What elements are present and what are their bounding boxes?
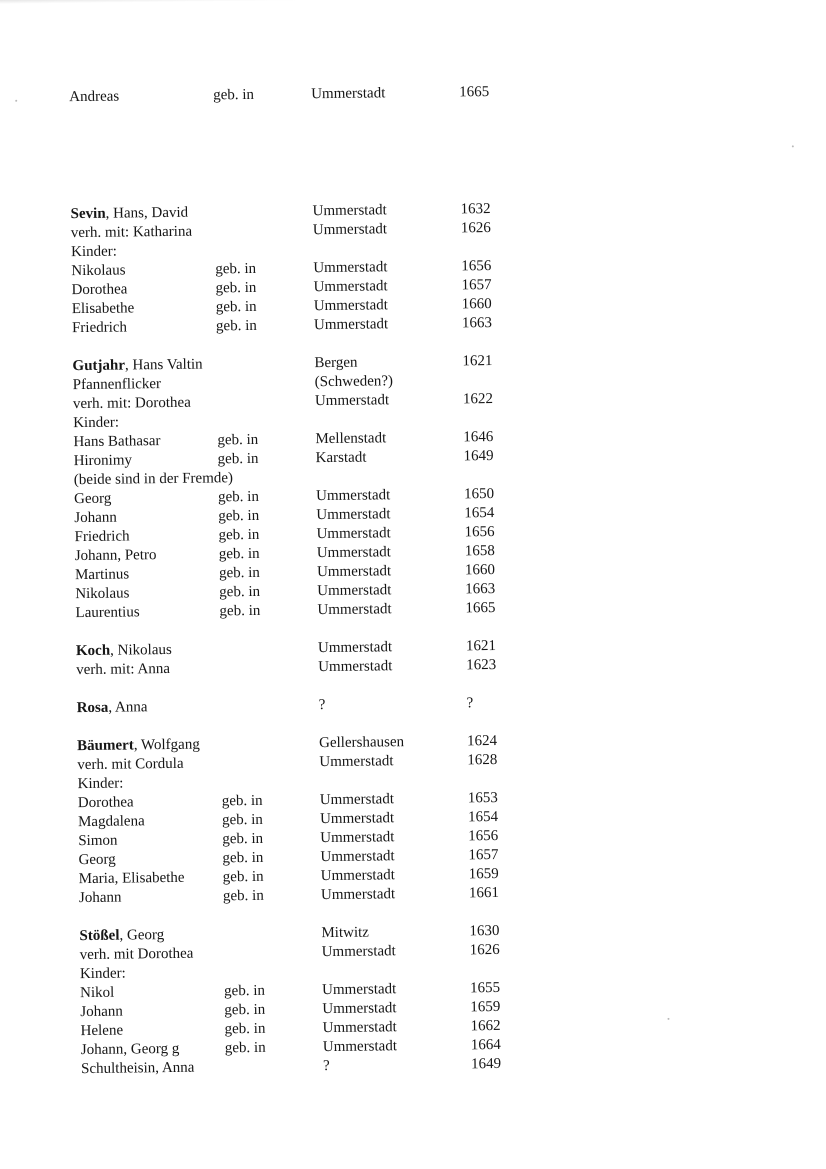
place: Ummerstadt xyxy=(321,943,396,961)
given-names: , Nikolaus xyxy=(110,641,172,659)
birth-label: geb. in xyxy=(213,86,255,104)
surname: Rosa xyxy=(76,699,109,717)
birth-label: geb. in xyxy=(219,602,261,620)
place: Ummerstadt xyxy=(320,867,395,885)
year: 1626 xyxy=(460,220,491,237)
entry-name: Johann, Georg g xyxy=(80,1040,180,1059)
given-names: , Anna xyxy=(108,699,148,716)
birth-label: geb. in xyxy=(221,811,263,829)
year: 1622 xyxy=(462,391,494,408)
register-entry xyxy=(1,78,826,108)
year: 1649 xyxy=(470,1055,502,1073)
place: ? xyxy=(322,1058,330,1075)
entry-name: Kinder: xyxy=(77,775,124,793)
place: Ummerstadt xyxy=(313,259,388,277)
birth-label: geb. in xyxy=(215,317,257,335)
year: 1656 xyxy=(468,827,499,845)
year: 1650 xyxy=(463,486,495,503)
place: Ummerstadt xyxy=(312,221,388,239)
year: 1649 xyxy=(463,448,494,465)
entry-name: Kinder: xyxy=(79,965,126,983)
year: 1656 xyxy=(464,523,495,541)
surname: Bäumert xyxy=(77,737,134,755)
birth-label: geb. in xyxy=(224,1020,266,1038)
year: 1658 xyxy=(464,542,495,560)
entry-name: Schultheisin, Anna xyxy=(80,1059,195,1078)
place: Ummerstadt xyxy=(322,1019,397,1037)
place: Ummerstadt xyxy=(322,1038,398,1056)
entry-name: Maria, Elisabethe xyxy=(78,869,185,888)
place: (Schweden?) xyxy=(314,373,394,391)
place: Ummerstadt xyxy=(317,601,392,619)
birth-label: geb. in xyxy=(215,260,257,278)
entry-name: Hans Bathasar xyxy=(73,433,161,451)
place: Ummerstadt xyxy=(319,791,395,809)
place: Ummerstadt xyxy=(313,278,388,296)
entry-name: Friedrich xyxy=(74,528,130,546)
given-names: , Georg xyxy=(119,927,165,944)
entry-name: Georg xyxy=(74,490,112,508)
place: Mitwitz xyxy=(321,924,370,942)
birth-label: geb. in xyxy=(218,564,260,582)
year: 1630 xyxy=(469,922,500,940)
entry-name: Kinder: xyxy=(70,243,118,261)
place: Ummerstadt xyxy=(317,639,393,657)
place: Ummerstadt xyxy=(316,563,392,581)
birth-label: geb. in xyxy=(222,868,264,886)
place: Ummerstadt xyxy=(315,487,391,505)
entry-name: Georg xyxy=(78,851,116,869)
entry-name: verh. mit Dorothea xyxy=(79,945,194,964)
birth-label: geb. in xyxy=(217,450,259,468)
birth-label: geb. in xyxy=(221,792,263,810)
year: ? xyxy=(466,695,474,712)
year: 1655 xyxy=(470,979,501,997)
birth-label: geb. in xyxy=(218,507,260,525)
year: 1659 xyxy=(468,865,499,883)
entry-name: Laurentius xyxy=(75,604,140,622)
year: 1663 xyxy=(465,580,496,598)
entry-name: verh. mit Cordula xyxy=(77,755,184,774)
register-entry xyxy=(9,689,826,719)
year: 1646 xyxy=(463,429,494,446)
entry-name: Magdalena xyxy=(77,813,145,831)
year: 1660 xyxy=(461,296,492,313)
person-name xyxy=(79,925,164,946)
place: Ummerstadt xyxy=(322,1000,397,1018)
year: 1621 xyxy=(465,637,497,655)
birth-label: geb. in xyxy=(215,298,257,316)
place: Ummerstadt xyxy=(314,392,390,410)
place: Ummerstadt xyxy=(319,810,395,828)
place: Karstadt xyxy=(315,449,367,467)
year: 1663 xyxy=(461,315,493,332)
entry-name: Martinus xyxy=(74,566,130,584)
entry-name: Kinder: xyxy=(73,414,120,432)
entry-name: verh. mit: Dorothea xyxy=(72,394,191,413)
entry-name: Johann xyxy=(78,889,122,907)
year: 1665 xyxy=(465,599,496,617)
place: Ummerstadt xyxy=(313,316,389,334)
year: 1621 xyxy=(462,353,493,370)
surname: Sevin xyxy=(70,205,106,223)
year: 1659 xyxy=(470,998,501,1016)
entry-name: Andreas xyxy=(69,88,120,106)
year: 1662 xyxy=(470,1017,501,1035)
entry-name: Elisabethe xyxy=(71,300,135,318)
year: 1632 xyxy=(460,201,491,218)
year: 1624 xyxy=(466,732,498,750)
place: Ummerstadt xyxy=(320,848,395,866)
year: 1665 xyxy=(459,84,490,101)
year: 1657 xyxy=(468,846,499,864)
birth-label: geb. in xyxy=(217,431,259,449)
scan-edge xyxy=(0,0,826,4)
place: ? xyxy=(318,697,326,714)
year: 1654 xyxy=(464,504,495,522)
year: 1623 xyxy=(466,656,497,674)
birth-label: geb. in xyxy=(219,583,261,601)
entry-name: verh. mit: Katharina xyxy=(70,223,193,242)
given-names: , Wolfgang xyxy=(133,736,200,754)
place: Ummerstadt xyxy=(319,753,394,771)
entry-name: Nikolaus xyxy=(71,262,126,280)
scan-speck xyxy=(792,145,794,147)
place: Ummerstadt xyxy=(320,829,395,847)
year: 1664 xyxy=(470,1036,501,1054)
place: Ummerstadt xyxy=(316,544,392,562)
year: 1661 xyxy=(468,884,500,902)
birth-label: geb. in xyxy=(222,887,264,905)
birth-label: geb. in xyxy=(215,279,257,297)
year: 1660 xyxy=(464,561,496,579)
person-name xyxy=(77,697,148,718)
surname: Koch xyxy=(75,642,111,660)
birth-label: geb. in xyxy=(222,830,264,848)
person-name xyxy=(76,640,172,661)
place: Ummerstadt xyxy=(317,582,392,600)
place: Mellenstadt xyxy=(315,430,387,448)
entry-name: (beide sind in der Fremde) xyxy=(73,470,234,489)
year: 1654 xyxy=(467,808,499,826)
birth-label: geb. in xyxy=(224,982,266,1000)
entry-name: Friedrich xyxy=(71,319,128,337)
year: 1656 xyxy=(461,258,492,275)
entry-name: Johann, Petro xyxy=(74,547,157,565)
given-names: , Hans, David xyxy=(105,204,189,222)
place: Ummerstadt xyxy=(313,297,389,315)
entry-name: Pfannenflicker xyxy=(72,376,162,394)
entry-name: Johann xyxy=(80,1003,123,1021)
birth-label: geb. in xyxy=(218,526,260,544)
birth-label: geb. in xyxy=(218,545,260,563)
place: Ummerstadt xyxy=(320,886,396,904)
entry-name: Nikol xyxy=(80,984,115,1002)
birth-label: geb. in xyxy=(224,1039,266,1057)
year: 1628 xyxy=(467,751,498,769)
entry-name: verh. mit: Anna xyxy=(76,660,171,679)
place: Ummerstadt xyxy=(312,202,387,220)
place: Ummerstadt xyxy=(318,658,393,676)
given-names: , Hans Valtin xyxy=(124,356,203,374)
surname: Gutjahr xyxy=(72,357,126,375)
surname: Stößel xyxy=(79,927,120,945)
entry-name: Hironimy xyxy=(73,452,133,470)
place: Gellershausen xyxy=(319,734,405,752)
entry-name: Dorothea xyxy=(77,794,134,812)
entry-name: Simon xyxy=(78,832,118,850)
birth-label: geb. in xyxy=(224,1001,266,1019)
place: Ummerstadt xyxy=(316,506,391,524)
birth-label: geb. in xyxy=(222,849,264,867)
place: Ummerstadt xyxy=(316,525,391,543)
place: Ummerstadt xyxy=(311,85,386,103)
place: Ummerstadt xyxy=(322,981,397,999)
place: Bergen xyxy=(314,354,358,372)
entry-name: Johann xyxy=(74,509,117,527)
birth-label: geb. in xyxy=(217,488,260,506)
year: 1626 xyxy=(469,941,500,959)
year: 1653 xyxy=(467,789,498,807)
entry-name: Nikolaus xyxy=(75,585,130,603)
year: 1657 xyxy=(461,277,492,294)
entry-name: Dorothea xyxy=(71,281,128,299)
entry-name: Helene xyxy=(80,1022,124,1040)
